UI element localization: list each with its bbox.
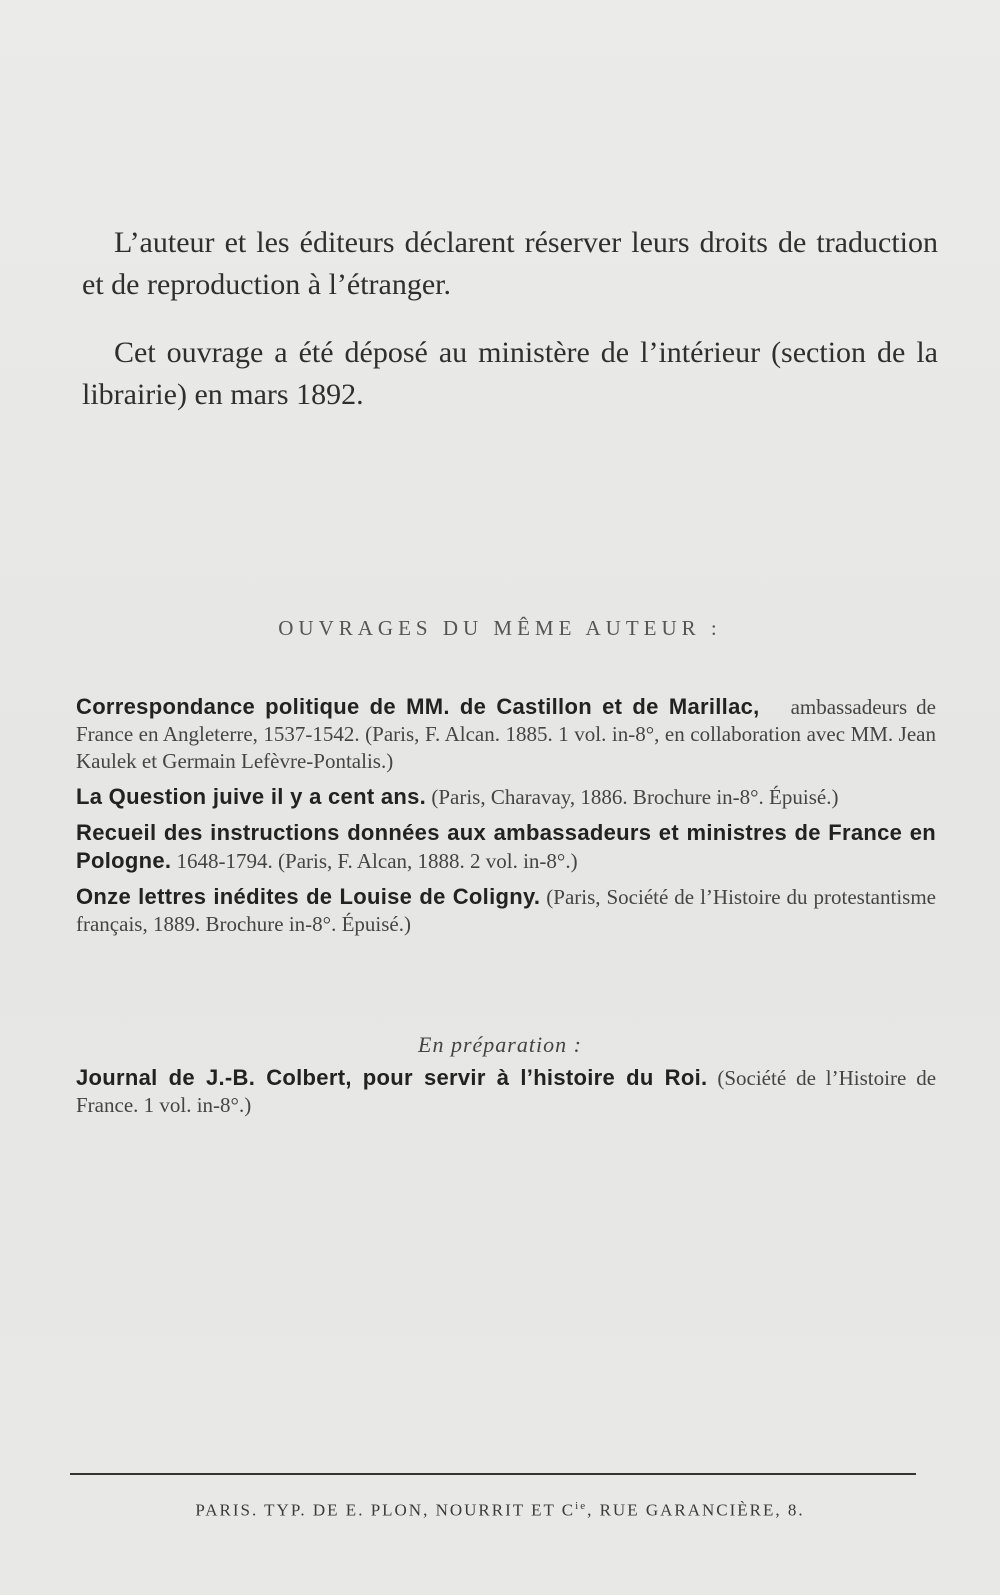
work-entry xyxy=(76,783,936,811)
work-details: (Paris, Charavay, 1886. Brochure in-8°. Épuisé.) xyxy=(431,785,839,809)
work-entry xyxy=(76,819,936,875)
works-list xyxy=(76,693,936,946)
work-title: La Question juive il y a cent ans. xyxy=(76,784,427,809)
imprint-superscript: ie xyxy=(575,1500,588,1512)
rights-notice: L’auteur et les éditeurs déclarent réserver leurs droits de traduction et de reproduction à l’étranger. xyxy=(82,226,938,301)
work-details: (Paris, Société de l’Histoire du protestantisme français, 1889. Brochure in-8°. Épuisé.) xyxy=(76,885,937,936)
work-title: Recueil des instructions données aux ambassadeurs et ministres de France en Pologne. xyxy=(76,820,936,873)
work-title: Onze lettres inédites de Louise de Coligny. xyxy=(76,884,541,909)
preparation-heading: En préparation : xyxy=(418,1032,582,1057)
footer-rule xyxy=(70,1473,916,1475)
work-entry xyxy=(76,1064,936,1119)
work-details: 1648-1794. (Paris, F. Alcan, 1888. 2 vol. in-8°.) xyxy=(176,849,578,873)
work-details: ambassadeurs de France en Angleterre, 1537-1542. (Paris, F. Alcan. 1885. 1 vol. in-8°, en collaboration avec MM. Jean Kaulek et Germain Lefèvre-Pontalis.) xyxy=(76,695,936,773)
imprint-text: PARIS. TYP. DE E. PLON, NOURRIT ET C xyxy=(195,1500,576,1520)
work-details: (Société de l’Histoire de France. 1 vol. in-8°.) xyxy=(76,1066,937,1117)
works-heading: OUVRAGES DU MÊME AUTEUR : xyxy=(278,616,722,640)
work-title: Journal de J.-B. Colbert, pour servir à l’histoire du Roi. xyxy=(76,1065,708,1090)
work-title: Correspondance politique de MM. de Castillon et de Marillac, xyxy=(76,694,760,719)
imprint-rest: , RUE GARANCIÈRE, 8. xyxy=(587,1500,805,1520)
work-entry xyxy=(76,883,936,938)
deposit-notice: Cet ouvrage a été déposé au ministère de l’intérieur (section de la librairie) en mars 1892. xyxy=(82,336,938,411)
work-entry xyxy=(76,693,936,775)
printer-imprint xyxy=(0,1500,1000,1521)
preparation-list xyxy=(76,1064,936,1127)
